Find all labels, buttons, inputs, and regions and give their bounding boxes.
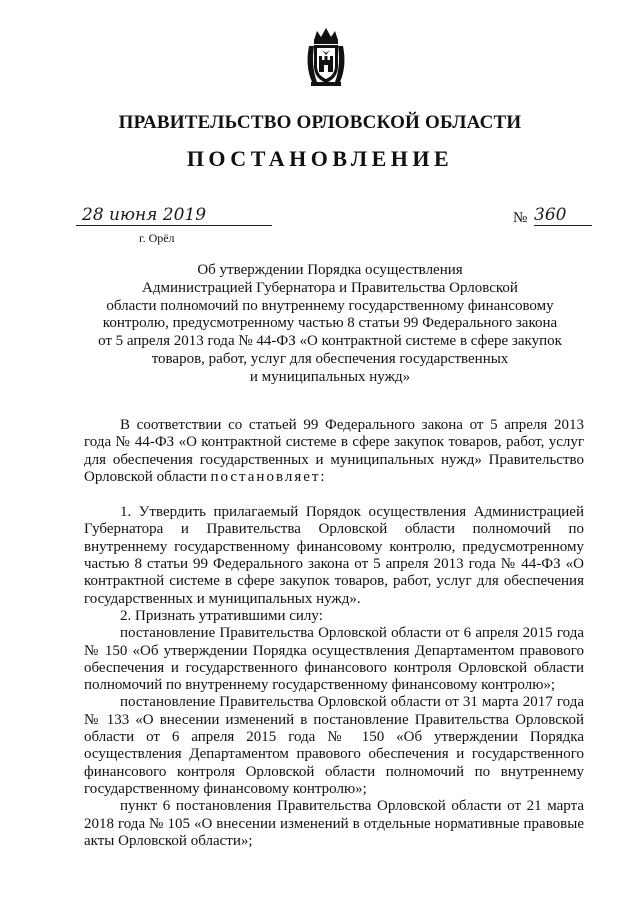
document-subject	[70, 262, 590, 387]
subject-line: товаров, работ, услуг для обеспечения государственных	[151, 350, 509, 367]
repealed-act-2: постановление Правительства Орловской области от 31 марта 2017 года № 133 «О внесении изменений в постановление Правительства Орловской области от 6 апреля 2015 года № 150 «Об утверждении Порядка осуществления Департаментом правового обеспечения и государственного финансового контроля Орловской области полномочий по внутреннему государственному финансовому контролю»;	[84, 694, 584, 797]
number-label: №	[513, 210, 528, 226]
document-type-title: ПОСТАНОВЛЕНИЕ	[186, 146, 454, 171]
repealed-act-1: постановление Правительства Орловской области от 6 апреля 2015 года № 150 «Об утверждении Порядка осуществления Департаментом правового обеспечения и государственного финансового контроля Орловской области полномочий по внутреннему государственному финансовому контролю»;	[84, 625, 584, 694]
orel-oblast-coat-of-arms-icon	[303, 26, 349, 88]
subject-line: Администрацией Губернатора и Правительства Орловской	[142, 279, 518, 296]
subject-line: и муниципальных нужд»	[249, 368, 411, 385]
preamble-paragraph	[84, 417, 584, 486]
subject-line: контролю, предусмотренному частью 8 статьи 99 Федерального закона	[102, 315, 558, 332]
repealed-act-3: пункт 6 постановления Правительства Орловской области от 21 марта 2018 года № 105 «О внесении изменений в отдельные нормативные правовые акты Орловской области»;	[84, 798, 584, 849]
handwritten-number: 360	[534, 205, 592, 226]
document-body	[84, 417, 584, 850]
subject-line: области полномочий по внутреннему государственному финансовому	[106, 297, 554, 314]
city-label: г. Орёл	[139, 231, 175, 245]
item-2-paragraph: 2. Признать утратившими силу:	[120, 607, 323, 624]
handwritten-date: 28 июня 2019	[76, 205, 272, 226]
government-name: ПРАВИТЕЛЬСТВО ОРЛОВСКОЙ ОБЛАСТИ	[118, 112, 522, 133]
subject-line: Об утверждении Порядка осуществления	[197, 262, 463, 278]
preamble-verb: постановляет:	[210, 468, 327, 485]
preamble-text: В соответствии со статьей 99 Федерального закона от 5 апреля 2013 года № 44-ФЗ «О контрактной системе в сфере закупок товаров, работ, услуг для обеспечения государственных и муниципальных нужд» Правительство Орловской области	[84, 417, 584, 485]
item-1-paragraph: 1. Утвердить прилагаемый Порядок осуществления Администрацией Губернатора и Правительства Орловской области полномочий по внутреннему государственному финансовому контролю, предусмотренному частью 8 статьи 99 Федерального закона от 5 апреля 2013 года № 44-ФЗ «О контрактной системе в сфере закупок товаров, работ, услуг для обеспечения государственных и муниципальных нужд».	[84, 504, 584, 607]
subject-line: от 5 апреля 2013 года № 44-ФЗ «О контрактной системе в сфере закупок	[98, 333, 562, 350]
